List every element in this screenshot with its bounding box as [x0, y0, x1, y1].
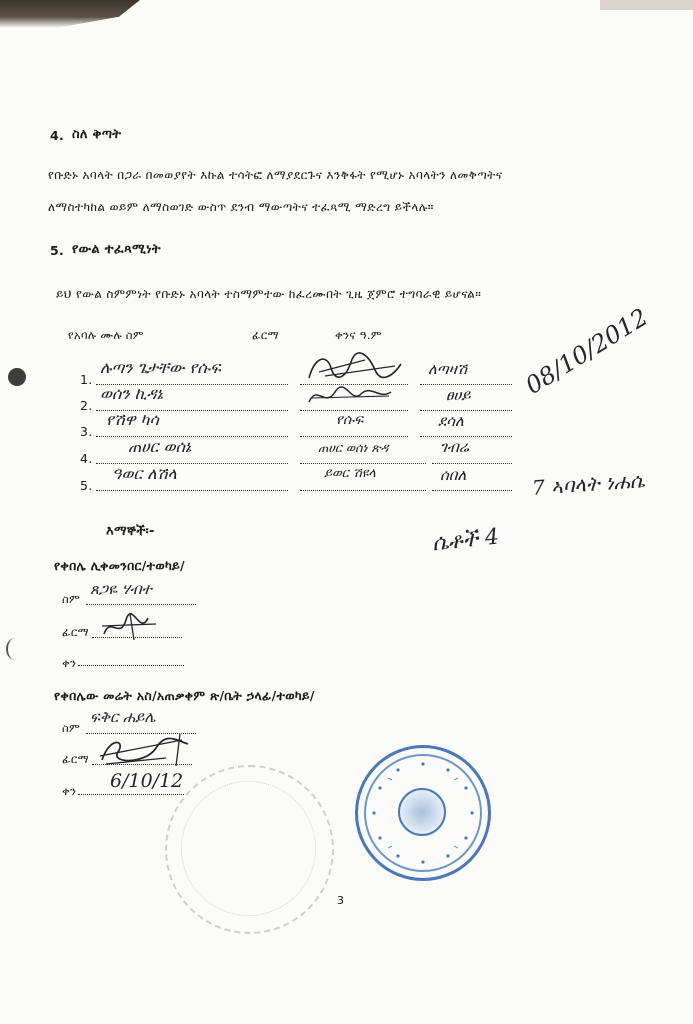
- row-5-date-line: [432, 490, 512, 491]
- official-stamp: [355, 745, 491, 881]
- row-3-date: ደሳለ: [438, 412, 464, 430]
- row-4-signature: ጠሀር ወሰነ ጽዳ: [318, 440, 389, 455]
- row-4-number: 4.: [80, 451, 93, 466]
- witness-2-name-value: ፍቅር ሐይሌ: [90, 708, 156, 726]
- section-4-number: 4.: [50, 128, 65, 143]
- witness-2-name-label: ስም: [62, 721, 81, 735]
- punch-hole: [8, 368, 26, 386]
- witness-group-2-title: የቀበሌው መሬት አስ/አጠቃቀም ጽ/ቤት ኃላፊ/ተወካይ/: [54, 688, 315, 703]
- witness-2-signature: [96, 730, 192, 770]
- handwritten-date-note: 08/10/2012: [520, 302, 653, 400]
- row-1-signature: [305, 350, 405, 384]
- witness-1-signature-label: ፊርማ: [62, 625, 89, 639]
- row-5-number: 5.: [80, 478, 93, 493]
- section-4-title: ስለ ቅጣት: [72, 127, 122, 142]
- section-5-line-1: ይህ የውል ስምምነት የቡድኑ አባላት ተስማምተው ከፈረሙበት ጊዜ ጀምሮ ተግባራዊ ይሆናል።: [56, 287, 482, 301]
- witness-1-date-line: [78, 665, 184, 666]
- row-5-date: ሰበለ: [440, 466, 467, 484]
- section-4-line-2: ለማስተካከል ወይም ለማስወገድ ውስጥ ደንብ ማውጣትና ተፈጻሚ ማድረግ ይችላሉ።: [48, 200, 434, 214]
- punch-hole-shadow: [6, 638, 24, 660]
- faint-stamp: [165, 765, 334, 934]
- witness-1-name-value: ጸጋዬ ሃብተ: [90, 580, 152, 598]
- row-2-number: 2.: [80, 398, 93, 413]
- row-1-number: 1.: [80, 372, 93, 387]
- row-3-name: የሽዋ ካሳ: [106, 410, 159, 429]
- witness-2-date-line: [78, 794, 184, 795]
- section-4-line-1: የቡድኑ አባላት በጋራ በመወያየት እኩል ተሳትፎ ለማያደርጉና እንቅፋት የሚሆኑ አባላትን ለመቅጣትና: [48, 168, 503, 182]
- handwritten-count-note: 7 ኣባላት ነሐሴ: [531, 468, 646, 500]
- row-3-name-line: [96, 436, 288, 437]
- witness-1-name-line: [86, 604, 196, 605]
- witness-2-date-value: 6/10/12: [110, 770, 184, 792]
- row-2-date: ፀሀይ: [446, 386, 471, 404]
- handwritten-female-note: ሴቶች 4: [430, 524, 501, 557]
- row-5-name-line: [96, 490, 288, 491]
- row-3-date-line: [420, 436, 512, 437]
- witness-1-signature: [100, 612, 160, 642]
- row-3-signature: የሱፍ: [336, 412, 364, 428]
- section-5-title: የውል ተፈጻሚነት: [72, 242, 161, 257]
- header-signature: ፊርማ: [252, 328, 279, 342]
- section-5-number: 5.: [50, 243, 65, 258]
- row-1-date-line: [420, 384, 512, 385]
- row-2-sign-line: [300, 410, 408, 411]
- scan-edge: [600, 0, 693, 10]
- row-2-signature: [305, 382, 395, 410]
- witnesses-title: እማኞች፡-: [106, 524, 155, 539]
- row-5-name: ዓወር ለሽላ: [112, 464, 177, 483]
- row-1-name: ሉጣን ጌታቸው የሱፍ: [100, 358, 221, 377]
- witness-group-1-title: የቀበሌ ሊቀመንበር/ተወካይ/: [54, 558, 185, 573]
- witness-2-date-label: ቀን: [62, 784, 77, 798]
- row-4-date: ገብሬ: [440, 438, 469, 456]
- row-2-date-line: [420, 410, 512, 411]
- row-3-number: 3.: [80, 424, 93, 439]
- row-1-date: ለጣዛሽ: [428, 360, 467, 378]
- row-4-name: ጠሀር ወሰኔ: [128, 437, 192, 456]
- witness-1-name-label: ስም: [62, 592, 81, 606]
- header-date: ቀንና ዓ.ም: [335, 328, 382, 342]
- row-4-sign-line: [300, 463, 426, 464]
- witness-2-signature-label: ፊርማ: [62, 752, 89, 766]
- row-3-sign-line: [300, 436, 408, 437]
- row-2-name: ወሰን ኪዳኔ: [100, 384, 163, 403]
- row-5-sign-line: [300, 490, 426, 491]
- witness-1-date-label: ቀን: [62, 656, 77, 670]
- header-member-name: የአባሉ ሙሉ ስም: [68, 328, 144, 342]
- row-5-signature: ይወር ሽዩላ: [324, 466, 376, 481]
- scan-shadow: [0, 0, 140, 28]
- page-number: 3: [337, 894, 345, 907]
- stamp-ring-marks: [358, 748, 488, 878]
- row-4-date-line: [432, 463, 512, 464]
